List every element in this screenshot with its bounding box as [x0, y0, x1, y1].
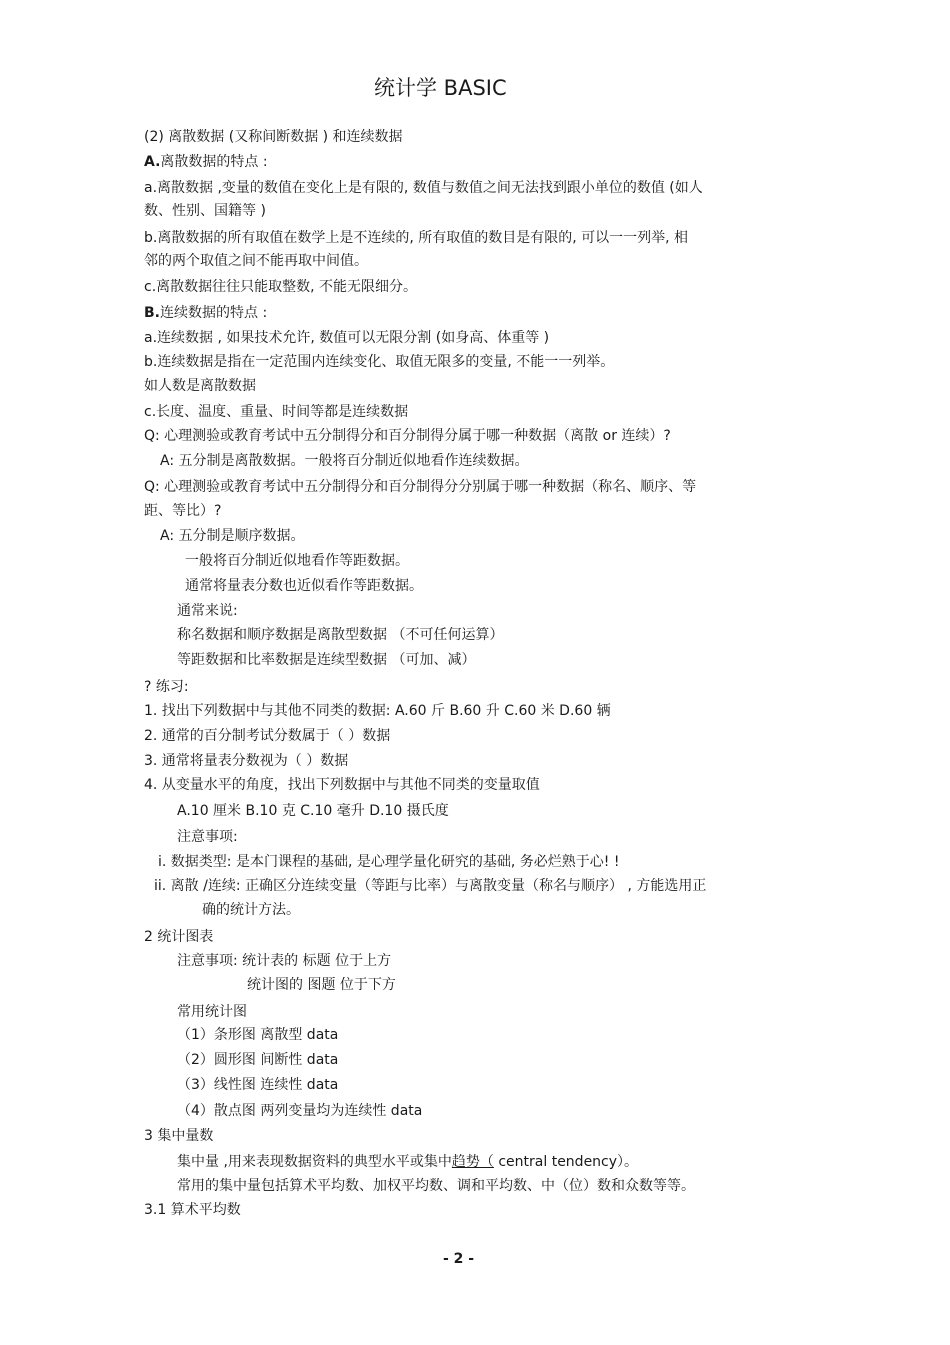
section-heading: 2 统计图表	[144, 929, 214, 945]
section-heading: 3 集中量数	[144, 1128, 214, 1144]
question-line: Q: 心理测验或教育考试中五分制得分和百分制得分属于哪一种数据（离散 or 连续）?	[144, 428, 671, 444]
text-line: 如人数是离散数据	[144, 378, 256, 394]
text-line: b.离散数据的所有取值在数学上是不连续的, 所有取值的数目是有限的, 可以一一列举, 相	[144, 230, 689, 246]
answer-line: 一般将百分制近似地看作等距数据。	[185, 553, 409, 569]
text-line: c.长度、温度、重量、时间等都是连续数据	[144, 404, 409, 420]
answer-line: 通常来说:	[177, 603, 238, 619]
question-line: Q: 心理测验或教育考试中五分制得分和百分制得分分别属于哪一种数据（称名、顺序、等	[144, 479, 697, 495]
text-line: 注意事项: 统计表的 标题 位于上方	[177, 953, 392, 969]
answer-line: A: 五分制是离散数据。一般将百分制近似地看作连续数据。	[160, 453, 529, 469]
subsection-heading: 3.1 算术平均数	[144, 1202, 241, 1218]
page-title: 统计学 BASIC	[374, 76, 507, 100]
text-line: (2) 离散数据 (又称间断数据 ) 和连续数据	[144, 129, 403, 145]
chart-type-item: （1）条形图 离散型 data	[177, 1027, 339, 1043]
text-line: 集中量 ,用来表现数据资料的典型水平或集中趋势（ central tendency）。	[177, 1154, 639, 1170]
section-heading-b: B.连续数据的特点 :	[144, 305, 268, 321]
exercise-item: 3. 通常将量表分数视为（ ）数据	[144, 753, 349, 769]
answer-line: 通常将量表分数也近似看作等距数据。	[185, 578, 423, 594]
answer-line: 等距数据和比率数据是连续型数据 （可加、减）	[177, 652, 476, 668]
chart-type-item: （3）线性图 连续性 data	[177, 1077, 339, 1093]
exercise-item: 2. 通常的百分制考试分数属于（ ）数据	[144, 728, 391, 744]
chart-type-item: （2）圆形图 间断性 data	[177, 1052, 339, 1068]
question-line: 距、等比）?	[144, 503, 222, 519]
section-label: A.	[144, 154, 161, 170]
text-line: c.离散数据往往只能取整数, 不能无限细分。	[144, 279, 418, 295]
text-line: 数、性别、国籍等 )	[144, 203, 266, 219]
note-item: i. 数据类型: 是本门课程的基础, 是心理学量化研究的基础, 务必烂熟于心! !	[158, 854, 620, 870]
text-line: 统计图的 图题 位于下方	[247, 977, 396, 993]
page-number: - 2 -	[443, 1251, 475, 1267]
text-line: 注意事项:	[177, 829, 238, 845]
text-line: a.离散数据 ,变量的数值在变化上是有限的, 数值与数值之间无法找到跟小单位的数值 (如人	[144, 180, 703, 196]
text-line: 邻的两个取值之间不能再取中间值。	[144, 253, 368, 269]
note-item: 确的统计方法。	[202, 902, 300, 918]
answer-line: A: 五分制是顺序数据。	[160, 528, 305, 544]
text-line: 常用的集中量包括算术平均数、加权平均数、调和平均数、中（位）数和众数等等。	[177, 1178, 695, 1194]
exercise-heading: ? 练习:	[144, 679, 189, 695]
chart-type-item: （4）散点图 两列变量均为连续性 data	[177, 1103, 423, 1119]
text-line: a.连续数据 , 如果技术允许, 数值可以无限分割 (如身高、体重等 )	[144, 330, 550, 346]
section-heading-a: A.离散数据的特点 :	[144, 154, 268, 170]
exercise-options: A.10 厘米 B.10 克 C.10 毫升 D.10 摄氏度	[177, 803, 449, 819]
exercise-item: 1. 找出下列数据中与其他不同类的数据: A.60 斤 B.60 升 C.60 米 D.60 辆	[144, 703, 611, 719]
exercise-item: 4. 从变量水平的角度，找出下列数据中与其他不同类的变量取值	[144, 777, 540, 793]
text-line: b.连续数据是指在一定范围内连续变化、取值无限多的变量, 不能一一列举。	[144, 354, 615, 370]
section-label: B.	[144, 305, 160, 321]
note-item: ii. 离散 /连续: 正确区分连续变量（等距与比率）与离散变量（称名与顺序） , 方能选用正	[154, 878, 707, 894]
text-line: 常用统计图	[177, 1004, 247, 1020]
answer-line: 称名数据和顺序数据是离散型数据 （不可任何运算）	[177, 627, 504, 643]
